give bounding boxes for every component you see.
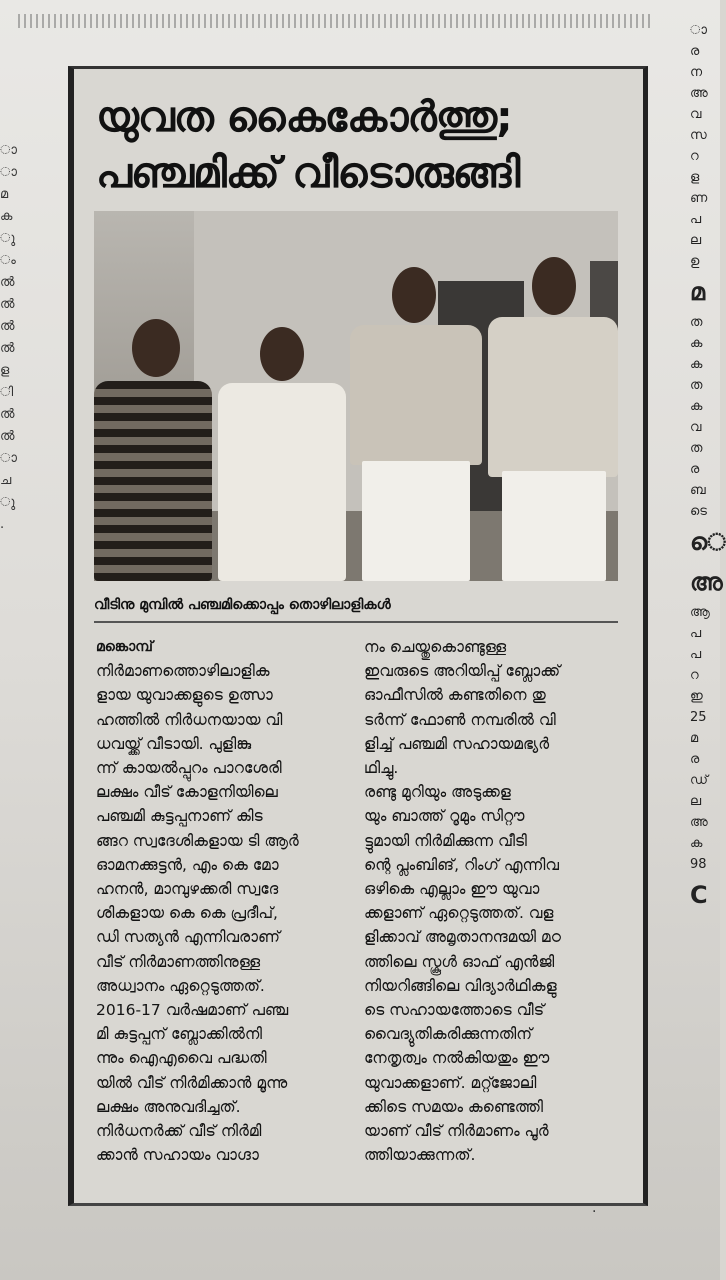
- body-text-line: ഓമനക്കുട്ടൻ, എം കെ മോ: [96, 855, 279, 874]
- neighbour-text-fragment: ാ: [0, 165, 17, 180]
- photo-caption: വീടിനു മുമ്പിൽ പഞ്ചമിക്കൊപ്പം തൊഴിലാളികൾ: [94, 597, 391, 613]
- neighbour-heading-fragment: അ: [690, 568, 723, 596]
- neighbour-text-fragment: ക: [690, 399, 703, 414]
- body-text-line: നേതൃത്വം നൽകിയതും ഈ: [364, 1049, 550, 1068]
- neighbour-text-fragment: ആ: [690, 605, 710, 620]
- neighbour-text-fragment: ക: [690, 836, 703, 851]
- body-text-line: ധവയ്ക്ക് വീടായി. പുളിങ്കു: [96, 734, 252, 753]
- news-article: [68, 66, 648, 1206]
- neighbour-text-fragment: ൽ: [0, 275, 15, 290]
- body-text-line: ഡി സത്യൻ എന്നിവരാണ്: [96, 928, 280, 947]
- photo-person-2: [212, 321, 352, 581]
- body-text-line: ഹനൻ, മാമ്പുഴക്കരി സ്വദേ: [96, 880, 279, 899]
- neighbour-text-fragment: ഇ: [690, 689, 703, 704]
- body-text-line: നിയറിങ്ങിലെ വിദ്യാർഥികളു: [364, 976, 557, 995]
- body-text-line: പഞ്ചമി കുട്ടപ്പനാണ് കിട: [96, 807, 263, 826]
- body-text-line: ളിച്ച് പഞ്ചമി സഹായമഭ്യർ: [364, 734, 550, 753]
- neighbour-text-fragment: ു: [0, 495, 16, 510]
- body-text-line: വീട് നിർമാണത്തിനുള്ള: [96, 952, 261, 971]
- neighbour-heading-fragment: C: [690, 881, 708, 909]
- body-text-line: ഹത്തിൽ നിർധനയായ വി: [96, 710, 283, 729]
- neighbour-text-fragment: അ: [690, 815, 708, 830]
- body-text-line: നിർമാണത്തൊഴിലാളിക: [96, 662, 270, 681]
- body-text-line: ക്കളാണ് ഏറ്റെടുത്തത്. വള: [364, 904, 554, 923]
- body-text-line: ന്റെ പ്ലംബിങ്, റിംഗ് എന്നിവ: [364, 855, 560, 874]
- body-text-line: യുവാക്കളാണ്. മറ്റ്ജോലി: [364, 1073, 537, 1092]
- body-text-line: മി കുട്ടപ്പന് ബ്ലോക്കിൽനി: [96, 1025, 263, 1044]
- neighbour-text-fragment: ക: [690, 357, 703, 372]
- body-text-line: യും ബാത്ത് റൂമും സിറ്റൗ: [364, 807, 525, 826]
- photo-person-4: [488, 251, 618, 581]
- neighbour-text-fragment: ണ: [690, 191, 708, 206]
- neighbour-text-fragment: ര: [690, 462, 700, 477]
- neighbour-text-fragment: ബ: [690, 483, 706, 498]
- body-text-line: ട്ടുമായി നിർമിക്കുന്ന വീടി: [364, 831, 527, 850]
- body-text-line: ടർന്ന് ഫോൺ നമ്പരിൽ വി: [364, 710, 556, 729]
- neighbour-text-fragment: വ: [690, 107, 702, 122]
- body-text-line: വൈദ്യുതികരിക്കുന്നതിന്: [364, 1025, 533, 1044]
- neighbour-text-fragment: ത: [690, 378, 703, 393]
- page-edge-ruler: [18, 14, 650, 28]
- body-text-line: ങ്ങറ സ്വദേശികളായ ടി ആർ: [96, 831, 299, 850]
- body-text-line: ത്തിലെ സ്കൂൾ ഓഫ് എൻജി: [364, 952, 555, 971]
- photo-person-3: [346, 261, 486, 581]
- body-text-line: ക്കിടെ സമയം കണ്ടെത്തി: [364, 1097, 543, 1116]
- article-column-1: [96, 635, 358, 1167]
- neighbour-text-fragment: പ: [690, 212, 702, 227]
- neighbour-text-fragment: 25: [690, 710, 707, 725]
- headline-line-2: പഞ്ചമിക്ക് വീടൊരുങ്ങി: [96, 148, 520, 197]
- pen-mark: ·: [592, 1204, 597, 1220]
- body-text-line: ക്കാൻ സഹായം വാഗ്ദാ: [96, 1146, 259, 1165]
- neighbour-text-fragment: ള: [0, 363, 10, 378]
- neighbour-heading-fragment: െ: [690, 528, 726, 556]
- neighbour-text-fragment: ള: [690, 170, 700, 185]
- neighbour-text-fragment: ടെ: [690, 504, 707, 519]
- neighbour-text-fragment: അ: [690, 86, 708, 101]
- body-text-line: ന്ന് കായൽപ്പുറം പാറശേരി: [96, 759, 282, 778]
- neighbour-text-fragment: ൽ: [0, 407, 15, 422]
- article-photo: [94, 211, 618, 581]
- body-text-line: നം ചെയ്തുകൊണ്ടുള്ള: [364, 638, 507, 656]
- neighbour-text-fragment: പ: [690, 626, 702, 641]
- neighbour-text-fragment: മ: [0, 187, 9, 202]
- neighbour-text-fragment: ല: [690, 233, 702, 248]
- neighbour-text-fragment: ൽ: [0, 297, 15, 312]
- neighbour-text-fragment: ൽ: [0, 341, 15, 356]
- neighbour-text-fragment: ത: [690, 315, 703, 330]
- neighbour-text-fragment: ി: [0, 385, 14, 400]
- neighbour-text-fragment: ത: [690, 441, 703, 456]
- neighbour-text-fragment: ൽ: [0, 429, 15, 444]
- neighbour-text-fragment: വ: [690, 420, 702, 435]
- body-text-line: ഇവരുടെ അറിയിപ്പ് ബ്ലോക്ക്: [364, 662, 561, 681]
- body-text-line: യിൽ വീട് നിർമിക്കാൻ മൂന്നു: [96, 1073, 288, 1092]
- body-text-line: ലക്ഷം അനുവദിച്ചത്.: [96, 1097, 241, 1116]
- right-neighbour-column: [690, 20, 726, 1270]
- neighbour-text-fragment: പ: [690, 647, 702, 662]
- neighbour-text-fragment: ാ: [0, 143, 17, 158]
- left-neighbour-column: [0, 140, 17, 740]
- article-column-2: [364, 635, 626, 1167]
- body-text-line: ശികളായ കെ കെ പ്രദീപ്,: [96, 904, 278, 923]
- body-text-line: നിർധനർക്ക് വീട് നിർമി: [96, 1122, 262, 1141]
- body-text-line: 2016-17 വർഷമാണ് പഞ്ച: [96, 1001, 289, 1020]
- neighbour-text-fragment: ൽ: [0, 319, 15, 334]
- body-text-line: ളിക്കാവ് അമൃതാനന്ദമയി മഠ: [364, 928, 561, 947]
- neighbour-text-fragment: സ: [690, 128, 707, 143]
- neighbour-text-fragment: റ: [690, 149, 699, 164]
- neighbour-text-fragment: ര: [690, 752, 700, 767]
- neighbour-text-fragment: ഉ: [690, 254, 700, 269]
- body-text-line: ന്നും ഐഎവൈ പദ്ധതി: [96, 1049, 267, 1068]
- neighbour-text-fragment: ക: [0, 209, 13, 224]
- headline-line-1: യുവത കൈകോർത്തു;: [96, 92, 512, 141]
- dateline: മങ്കൊമ്പ്: [96, 639, 153, 655]
- neighbour-text-fragment: റ: [690, 668, 699, 683]
- body-text-line: രണ്ടു മുറിയും അടുക്കള: [364, 783, 511, 802]
- body-text-line: ത്തിയാക്കുന്നത്.: [364, 1146, 476, 1165]
- neighbour-text-fragment: ര: [690, 44, 700, 59]
- neighbour-text-fragment: ന: [690, 65, 703, 80]
- body-text-line: ഥിച്ചു.: [364, 759, 399, 778]
- neighbour-text-fragment: ാ: [690, 23, 707, 38]
- neighbour-text-fragment: ഡ്: [690, 773, 708, 788]
- body-text-line: ളായ യുവാക്കളുടെ ഉത്സാ: [96, 686, 273, 705]
- body-text-line: ടെ സഹായത്തോടെ വീട്: [364, 1001, 545, 1020]
- body-text-line: ഒഴികെ എല്ലാം ഈ യുവാ: [364, 880, 540, 899]
- neighbour-text-fragment: ു: [0, 231, 16, 246]
- body-text-line: യാണ് വീട് നിർമാണം പൂർ: [364, 1122, 549, 1141]
- caption-divider: [94, 621, 618, 623]
- neighbour-text-fragment: ല: [690, 794, 702, 809]
- neighbour-text-fragment: ം: [0, 253, 16, 268]
- body-text-line: അധ്വാനം ഏറ്റെടുത്തത്.: [96, 976, 265, 995]
- neighbour-text-fragment: .: [0, 517, 5, 532]
- body-text-line: ലക്ഷം വീട് കോളനിയിലെ: [96, 783, 278, 802]
- neighbour-text-fragment: 98: [690, 857, 707, 872]
- neighbour-heading-fragment: മ: [690, 278, 706, 306]
- neighbour-text-fragment: ക: [690, 336, 703, 351]
- photo-person-1: [94, 311, 214, 581]
- neighbour-text-fragment: മ: [690, 731, 699, 746]
- body-text-line: ഓഫീസിൽ കണ്ടതിനെ തു: [364, 686, 546, 705]
- neighbour-text-fragment: ാ: [0, 451, 17, 466]
- neighbour-text-fragment: ച: [0, 473, 12, 488]
- headline: [96, 89, 636, 201]
